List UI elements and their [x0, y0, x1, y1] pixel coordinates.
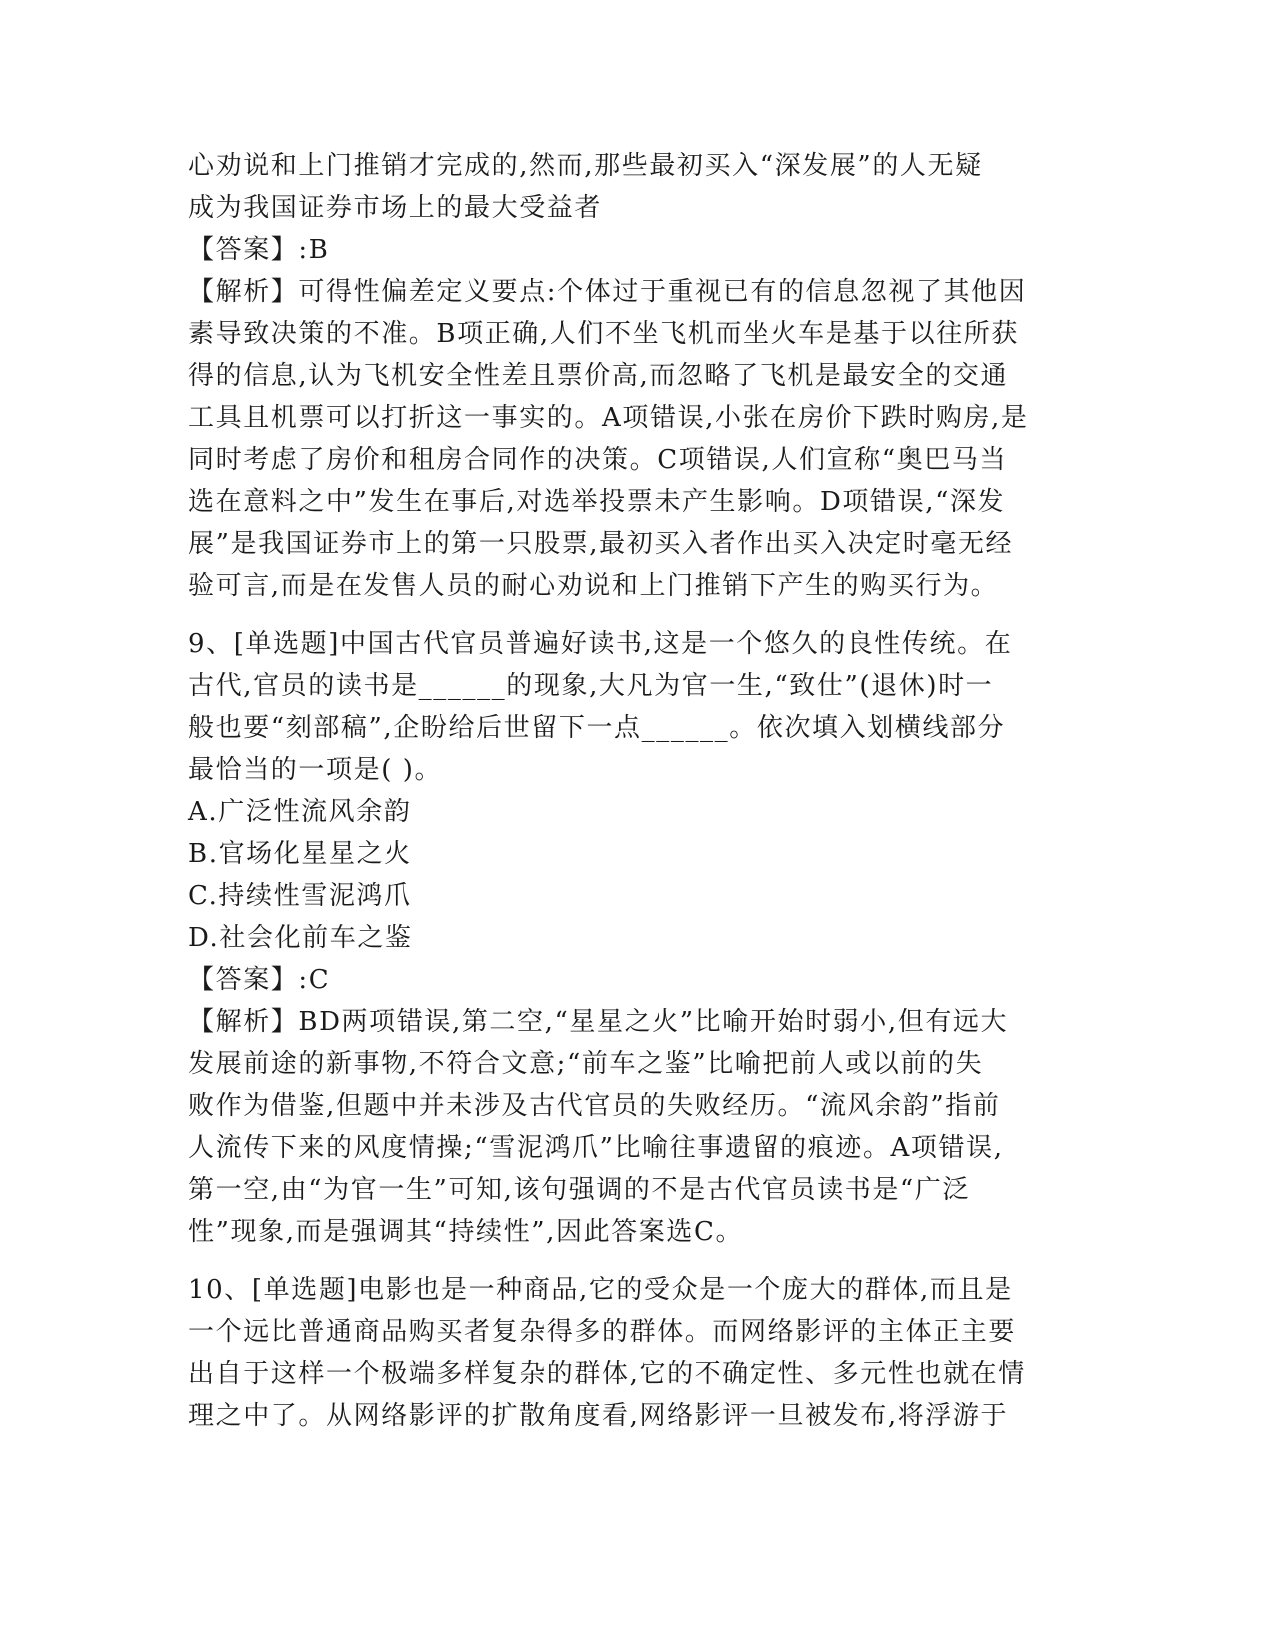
analysis-line: 选在意料之中”发生在事后,对选举投票未产生影响。D项错误,“深发	[188, 487, 1006, 517]
spacer	[188, 607, 1068, 623]
text-line: 心劝说和上门推销才完成的,然而,那些最初买入“深发展”的人无疑	[188, 151, 983, 181]
answer-label: 【答案】:C	[188, 965, 331, 995]
analysis-line: 【解析】BD两项错误,第二空,“星星之火”比喻开始时弱小,但有远大	[188, 1007, 1009, 1037]
question-10	[188, 1269, 1068, 1437]
stem-line: 出自于这样一个极端多样复杂的群体,它的不确定性、多元性也就在情	[188, 1359, 1026, 1389]
analysis-line: 发展前途的新事物,不符合文意;“前车之鉴”比喻把前人或以前的失	[188, 1049, 984, 1079]
analysis-line: 性”现象,而是强调其“持续性”,因此答案选C。	[188, 1217, 744, 1247]
previous-question-tail	[188, 145, 1068, 607]
option-d: D.社会化前车之鉴	[188, 923, 413, 953]
stem-line: 般也要“刻部稿”,企盼给后世留下一点______。依次填入划横线部分	[188, 713, 1006, 743]
option-c: C.持续性雪泥鸿爪	[188, 881, 412, 911]
text-line: 成为我国证券市场上的最大受益者	[188, 193, 603, 223]
analysis-line: 【解析】可得性偏差定义要点:个体过于重视已有的信息忽视了其他因	[188, 277, 1027, 307]
option-b: B.官场化星星之火	[188, 839, 412, 869]
stem-line: 9、[单选题]中国古代官员普遍好读书,这是一个悠久的良性传统。在	[188, 629, 1013, 659]
stem-line: 最恰当的一项是( )。	[188, 755, 443, 785]
question-stem	[188, 623, 1068, 791]
analysis-line: 人流传下来的风度情操;“雪泥鸿爪”比喻往事遗留的痕迹。A项错误,	[188, 1133, 1004, 1163]
analysis-line: 得的信息,认为飞机安全性差且票价高,而忽略了飞机是最安全的交通	[188, 361, 1009, 391]
analysis-line: 同时考虑了房价和租房合同作的决策。C项错误,人们宣称“奥巴马当	[188, 445, 1008, 475]
document-page	[188, 145, 1068, 1437]
analysis-line: 展”是我国证券市上的第一只股票,最初买入者作出买入决定时毫无经	[188, 529, 1014, 559]
analysis-line: 素导致决策的不准。B项正确,人们不坐飞机而坐火车是基于以往所获	[188, 319, 1019, 349]
analysis-line: 验可言,而是在发售人员的耐心劝说和上门推销下产生的购买行为。	[188, 571, 999, 601]
stem-line: 理之中了。从网络影评的扩散角度看,网络影评一旦被发布,将浮游于	[188, 1401, 1009, 1431]
option-a: A.广泛性流风余韵	[188, 797, 412, 827]
question-9	[188, 623, 1068, 1253]
analysis-block	[188, 1001, 1068, 1253]
stem-line: 古代,官员的读书是______的现象,大凡为官一生,“致仕”(退休)时一	[188, 671, 994, 701]
stem-line: 10、[单选题]电影也是一种商品,它的受众是一个庞大的群体,而且是	[188, 1275, 1013, 1305]
question-stem	[188, 1269, 1068, 1437]
answer-label: 【答案】:B	[188, 235, 330, 265]
analysis-line: 败作为借鉴,但题中并未涉及古代官员的失败经历。“流风余韵”指前	[188, 1091, 1001, 1121]
spacer	[188, 1253, 1068, 1269]
analysis-line: 工具且机票可以打折这一事实的。A项错误,小张在房价下跌时购房,是	[188, 403, 1029, 433]
stem-line: 一个远比普通商品购买者复杂得多的群体。而网络影评的主体正主要	[188, 1317, 1017, 1347]
options-list	[188, 791, 1068, 959]
analysis-block	[188, 271, 1068, 607]
analysis-line: 第一空,由“为官一生”可知,该句强调的不是古代官员读书是“广泛	[188, 1175, 971, 1205]
